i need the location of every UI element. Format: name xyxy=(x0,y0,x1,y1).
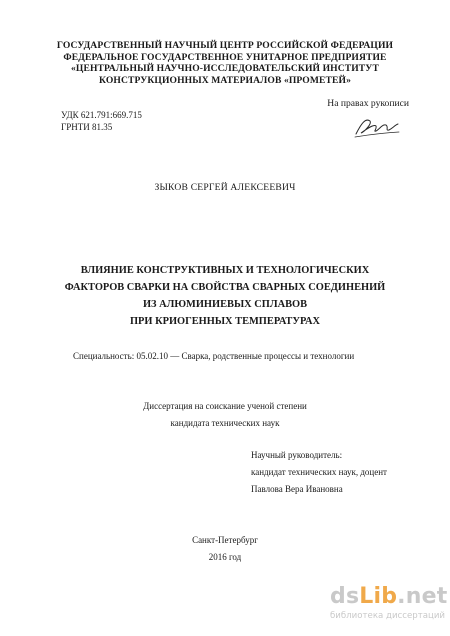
organization-header xyxy=(0,40,450,86)
logo-part-lib: Lib xyxy=(359,584,398,609)
supervisor-line: кандидат технических наук, доцент xyxy=(251,467,387,477)
dslib-watermark xyxy=(330,584,448,628)
dissertation-title xyxy=(0,262,450,330)
supervisor-line: Павлова Вера Ивановна xyxy=(251,484,343,494)
watermark-logo xyxy=(330,584,447,609)
place-and-year xyxy=(0,532,450,566)
degree-line: Диссертация на соискание ученой степени xyxy=(143,401,307,411)
title-line: ВЛИЯНИЕ КОНСТРУКТИВНЫХ И ТЕХНОЛОГИЧЕСКИХ xyxy=(80,265,370,276)
city: Санкт-Петербург xyxy=(192,535,258,545)
degree-line: кандидата технических наук xyxy=(170,418,280,428)
title-line: ФАКТОРОВ СВАРКИ НА СВОЙСТВА СВАРНЫХ СОЕДИНЕНИЙ xyxy=(64,282,386,293)
watermark-tagline: библиотека диссертаций xyxy=(330,611,446,621)
udc-code: УДК 621.791:669.715 xyxy=(61,110,142,120)
handwritten-signature xyxy=(352,112,402,140)
grnti-code: ГРНТИ 81.35 xyxy=(61,121,113,132)
author-name: ЗЫКОВ СЕРГЕЙ АЛЕКСЕЕВИЧ xyxy=(154,182,296,193)
supervisor-line: Научный руководитель: xyxy=(251,450,343,460)
supervisor-block xyxy=(251,447,387,498)
specialty-line: Специальность: 05.02.10 — Сварка, родственные процессы и технологии xyxy=(73,351,355,361)
year: 2016 год xyxy=(208,552,242,562)
classification-codes xyxy=(61,110,142,133)
manuscript-rights-note: На правах рукописи xyxy=(327,98,409,109)
org-line: ГОСУДАРСТВЕННЫЙ НАУЧНЫЙ ЦЕНТР РОССИЙСКОЙ ФЕДЕРАЦИИ xyxy=(56,40,394,51)
org-line: КОНСТРУКЦИОННЫХ МАТЕРИАЛОВ «ПРОМЕТЕЙ» xyxy=(99,74,351,86)
org-line: «ЦЕНТРАЛЬНЫЙ НАУЧНО-ИССЛЕДОВАТЕЛЬСКИЙ ИНСТИТУТ xyxy=(71,63,379,74)
title-line: ИЗ АЛЮМИНИЕВЫХ СПЛАВОВ xyxy=(142,299,308,310)
degree-statement xyxy=(0,398,450,432)
logo-part-net: .net xyxy=(397,584,448,609)
logo-part-ds: ds xyxy=(330,584,360,609)
title-line: ПРИ КРИОГЕННЫХ ТЕМПЕРАТУРАХ xyxy=(129,316,321,327)
org-line: ФЕДЕРАЛЬНОЕ ГОСУДАРСТВЕННОЕ УНИТАРНОЕ ПРЕДПРИЯТИЕ xyxy=(63,51,387,63)
